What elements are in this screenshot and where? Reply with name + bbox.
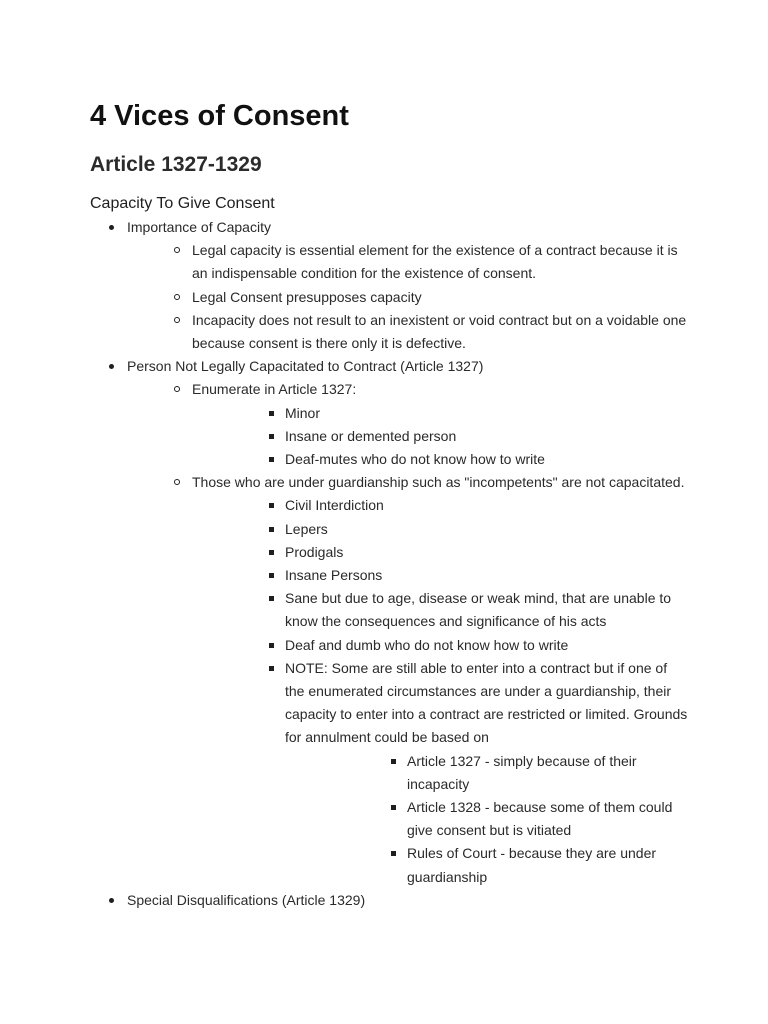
list-item <box>90 216 690 355</box>
list-item-text: Incapacity does not result to an inexistent or void contract but on a voidable one because consent is there only it is defective. <box>192 311 687 352</box>
nested-list <box>192 402 690 472</box>
list-item <box>285 796 690 842</box>
square-bullet-icon <box>269 643 274 648</box>
nested-list <box>127 239 690 355</box>
list-item-text: Deaf and dumb who do not know how to write <box>285 636 569 653</box>
list-item-text: Person Not Legally Capacitated to Contract (Article 1327) <box>127 358 484 375</box>
list-item-text: Civil Interdiction <box>285 497 384 514</box>
list-item-text: Rules of Court - because they are under guardianship <box>407 845 657 885</box>
list-item-text: Insane or demented person <box>285 427 457 444</box>
list-item-text: NOTE: Some are still able to enter into a contract but if one of the enumerated circumstances are under a guardianship, their capacity to enter into a contract are restricted or limited. Grounds for annulment could be based on <box>285 659 688 746</box>
circle-bullet-icon <box>174 317 180 323</box>
list-item-text: Lepers <box>285 520 328 537</box>
nested-list <box>285 750 690 889</box>
list-item-text: Importance of Capacity <box>127 219 271 235</box>
list-item-text: Insane Persons <box>285 567 383 584</box>
list-item-text: Legal capacity is essential element for the existence of a contract because it is an indispensable condition for the existence of consent. <box>192 242 678 282</box>
circle-bullet-icon <box>174 386 180 392</box>
disc-bullet-icon <box>109 364 114 369</box>
square-bullet-icon <box>269 573 274 578</box>
bullet-list <box>90 216 690 912</box>
square-bullet-icon <box>391 805 396 810</box>
circle-bullet-icon <box>174 479 180 485</box>
document-page <box>90 96 690 912</box>
list-item <box>192 425 690 448</box>
square-bullet-icon <box>391 759 396 764</box>
list-item <box>192 541 690 564</box>
list-item <box>127 471 690 889</box>
list-item <box>192 518 690 541</box>
square-bullet-icon <box>391 851 396 856</box>
list-item-text: Enumerate in Article 1327: <box>192 381 357 398</box>
list-item-text: Minor <box>285 404 321 421</box>
list-item <box>127 378 690 471</box>
list-item-text: Special Disqualifications (Article 1329) <box>127 891 366 908</box>
list-item <box>127 286 690 309</box>
list-item <box>127 239 690 285</box>
disc-bullet-icon <box>109 898 114 903</box>
square-bullet-icon <box>269 434 274 439</box>
list-item <box>192 448 690 471</box>
list-item-text: Those who are under guardianship such as "incompetents" are not capacitated. <box>192 474 685 491</box>
section-title: Article 1327-1329 <box>90 153 262 176</box>
square-bullet-icon <box>269 596 274 601</box>
nested-list <box>127 378 690 888</box>
list-item <box>192 587 690 633</box>
square-bullet-icon <box>269 411 274 416</box>
list-item-text: Sane but due to age, disease or weak mind, that are unable to know the consequences and significance of his acts <box>285 590 672 630</box>
square-bullet-icon <box>269 666 274 671</box>
list-item <box>192 564 690 587</box>
square-bullet-icon <box>269 527 274 532</box>
square-bullet-icon <box>269 550 274 555</box>
list-item-text: Legal Consent presupposes capacity <box>192 288 422 305</box>
square-bullet-icon <box>269 503 274 508</box>
list-item <box>192 657 690 889</box>
nested-list <box>192 494 690 888</box>
circle-bullet-icon <box>174 294 180 300</box>
list-item <box>192 494 690 517</box>
list-item <box>192 634 690 657</box>
list-item <box>90 355 690 889</box>
circle-bullet-icon <box>174 247 180 253</box>
list-item-text: Article 1328 - because some of them could give consent but is vitiated <box>407 799 673 839</box>
list-item-text: Article 1327 - simply because of their incapacity <box>407 752 637 792</box>
list-item <box>192 402 690 425</box>
document-title: 4 Vices of Consent <box>90 100 349 132</box>
list-item <box>90 889 690 912</box>
list-item <box>285 842 690 888</box>
list-item <box>285 750 690 796</box>
list-item <box>127 309 690 355</box>
list-item-text: Prodigals <box>285 543 344 560</box>
disc-bullet-icon <box>109 225 114 230</box>
square-bullet-icon <box>269 457 274 462</box>
subsection-title: Capacity To Give Consent <box>90 195 275 212</box>
list-item-text: Deaf-mutes who do not know how to write <box>285 451 545 468</box>
